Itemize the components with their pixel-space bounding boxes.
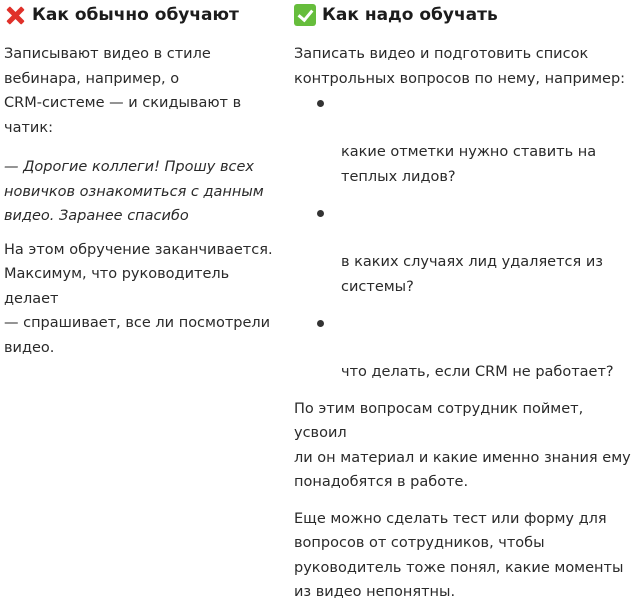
left-outro: На этом обручение заканчивается. Максимум, что руководитель делает — спрашивает, все ли посмотрели видео.: [4, 241, 273, 356]
left-column: [4, 0, 280, 360]
right-heading-text: Как надо обучать: [322, 5, 498, 25]
list-item: [294, 201, 634, 299]
question-list: [294, 91, 634, 385]
list-item: [294, 311, 634, 385]
right-paragraph-1: По этим вопросам сотрудник поймет, усвоил ли он материал и какие именно знания ему понадобятся в работе.: [294, 400, 631, 490]
left-intro: Записывают видео в стиле вебинара, например, о CRM-системе — и скидывают в чатик:: [4, 46, 242, 136]
left-heading: [4, 0, 280, 30]
bullet-icon: [317, 210, 324, 217]
list-item-text: что делать, если CRM не работает?: [341, 364, 614, 380]
right-column: [294, 0, 634, 605]
bullet-icon: [317, 100, 324, 107]
bullet-icon: [317, 320, 324, 327]
cross-mark-icon: [4, 4, 26, 26]
left-heading-text: Как обычно обучают: [32, 5, 239, 25]
list-item-text: какие отметки нужно ставить на теплых лидов?: [341, 144, 597, 185]
list-item-text: в каких случаях лид удаляется из системы?: [341, 254, 603, 295]
check-mark-icon: [294, 4, 316, 26]
right-paragraph-2: Еще можно сделать тест или форму для вопросов от сотрудников, чтобы руководитель тоже понял, какие моменты из видео непонятны.: [294, 510, 624, 600]
right-intro: Записать видео и подготовить список контрольных вопросов по нему, например:: [294, 46, 626, 87]
left-quote: — Дорогие коллеги! Прошу всех новичков ознакомиться с данным видео. Заранее спасибо: [4, 159, 264, 224]
list-item: [294, 91, 634, 189]
right-heading: [294, 0, 634, 30]
